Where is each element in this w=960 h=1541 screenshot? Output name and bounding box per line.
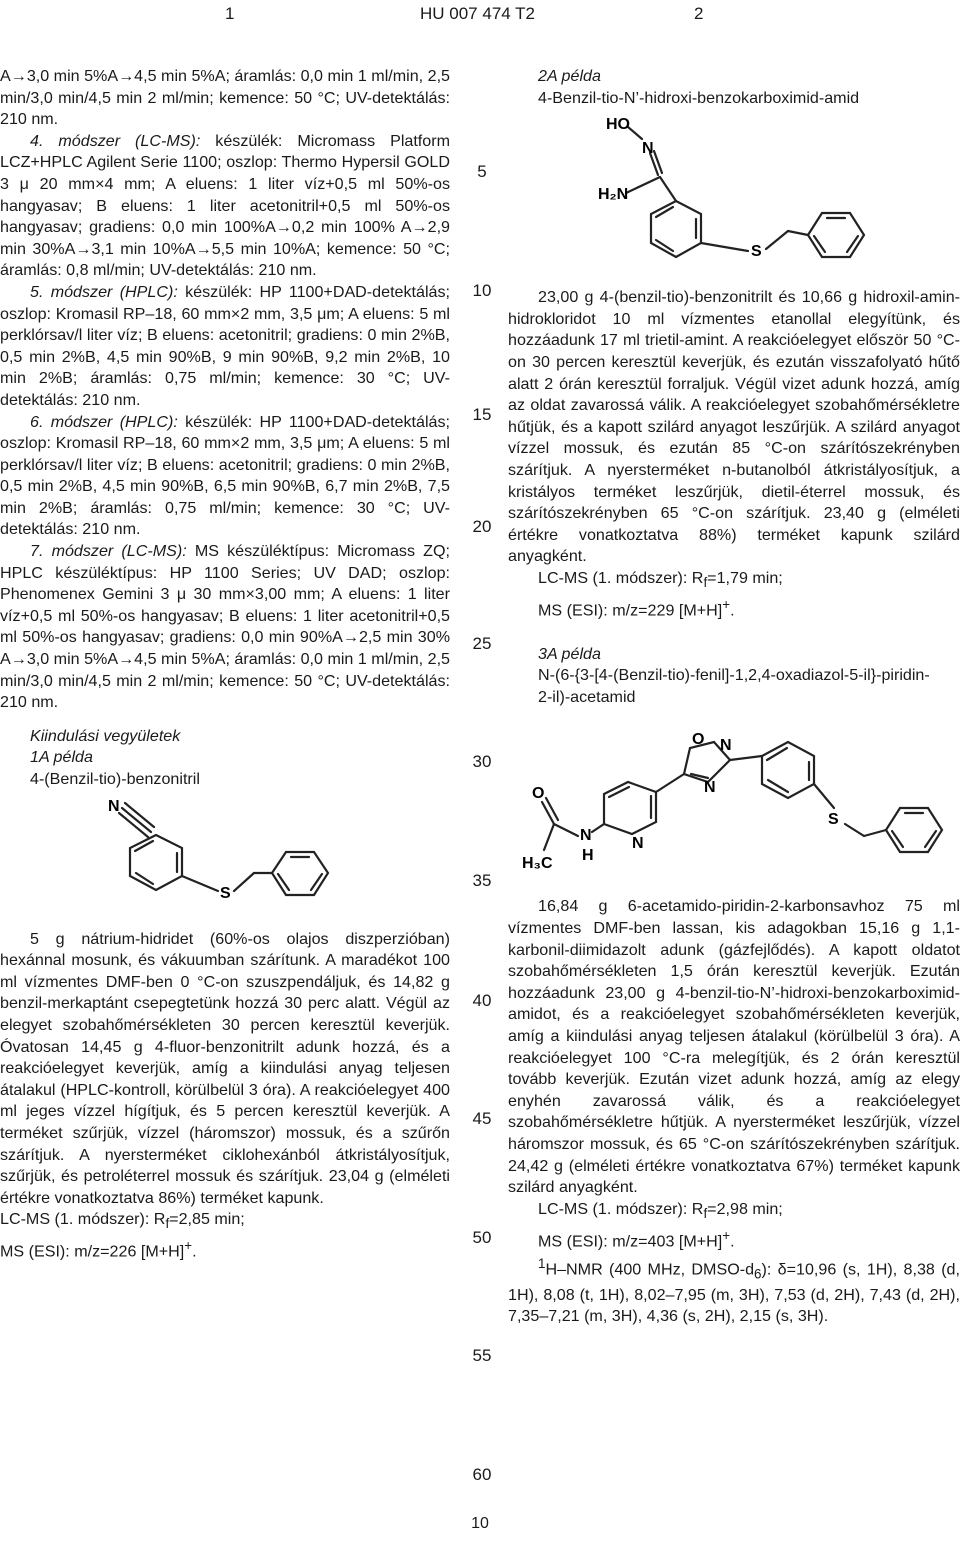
left-column	[0, 66, 450, 1263]
method-6-text: készülék: HP 1100+DAD-detektálás; oszlop: Kromasil RP–18, 60 mm×2 mm, 3,5 μm; A eluens: 5 ml perklórsav/l liter víz; B eluens: acetonitril; gradiens: 0 min 2%B, 0,5 min 2%B, 4,5 min 90%B, 6,5 min 90%B, 6,7 min 2%B, 7,5 min 2%B; áramlás: 0,75 ml/min; kemence: 30 °C; UV-detektálás: 210 nm.	[0, 412, 451, 539]
method-4-label: 4. módszer (LC-MS):	[30, 131, 201, 150]
example-3a-lcms: LC-MS (1. módszer): $R_f=2,98$ min;	[538, 1199, 783, 1221]
example-1a-body: 5 g nátrium-hidridet (60%-os olajos diszperzióban) hexánnal mosunk, és vákuumban szárítunk. A maradékot 100 ml vízmentes DMF-ben 0 °C-on szuszpendáljuk, és 14,82 g benzil-merkaptánt csepegtetünk hozzá 30 perc alatt. Végül az elegyet szobahőmérsékleten 30 percen keresztül keverjük. Óvatosan 14,45 g 4-fluor-benzonitrilt adunk hozzá, és a reakcióelegyet keverjük, amíg a kiindulási anyag teljesen átalakul (HPLC-kontroll, körülbelül 3 óra). A reakcióelegyet 400 ml jeges vízzel hígítjuk, és 5 percen keresztül keverjük. A terméket szűrjük, vízzel (háromszor) mossuk, és a szűrőn szárítjuk. A nyersterméket ciklohexánból átkristályosítjuk, szűrjük, és petroléterrel mossuk és szárítjuk. 23,04 g (elméleti értékre vonatkoztatva 86%) terméket kapunk.	[0, 929, 450, 1207]
method-7-label: 7. módszer (LC-MS):	[30, 542, 187, 561]
methyl-label: H₃C	[522, 855, 553, 873]
sulfur-label: S	[828, 811, 839, 829]
acyl-o-label: O	[532, 785, 545, 803]
line-number-55: 55	[472, 1346, 492, 1365]
example-2a-body: 23,00 g 4-(benzil-tio)-benzonitrilt és 10,66 g hidroxil-amin-hidrokloridot 10 ml vízmentes etanollal elegyítünk, és hozzáadunk 17 ml trietil-amint. A reakcióelegyet először 50 °C-on 30 percen keresztül keverjük, és ezután visszafolyató hűtő alatt 2 órán keresztül forraljuk. Végül vizet adunk hozzá, amíg az oldat zavarossá válik. A reakcióelegyet szobahőmérsékletre hűtjük, és a kapott szilárd anyagot leszűrjük. A szilárd anyagot vízzel mossuk, és ezután 85 °C-on szárítószekrényben szárítjuk. A nyersterméket n-butanolból átkristályosítjuk, a kristályos terméket leszűrjük, dietil-éterrel mossuk, és szárítószekrényben 65 °C-on szárítjuk. 23,40 g (elméleti értékre vonatkoztatva 88%) terméket kapunk szilárd anyagként.	[508, 288, 960, 566]
pyridine-ring	[604, 782, 656, 834]
line-number-30: 30	[472, 752, 492, 771]
example-1a-ms: MS (ESI): m/z=226 [M+H]+.	[0, 1238, 197, 1261]
benzene-ring-2	[272, 852, 328, 895]
example-3a-body: 16,84 g 6-acetamido-piridin-2-karbonsavhoz 75 ml vízmentes DMF-ben lassan, kis adagokban 15,16 g 1,1-karbonil-diimidazolt adunk (gázfejlődés). A kapott oldatot szobahőmérsékleten 1,5 órán keresztül keverjük. Ezután hozzáadunk 23,00 g 4-benzil-tio-N’-hidroxi-benzokarboximid-amidot, és a reakcióelegyet szobahőmérsékleten keverjük, amíg a kiindulási anyag teljesen átalakul (körülbelül 3 óra). A reakcióelegyet 100 °C-ra melegítjük, és 2 órán keresztül tovább keverjük. Ezután vizet adunk hozzá, amíg az elegy enyhén zavarossá válik, és a reakcióelegyet szobahőmérsékletre hűtjük. A nyersterméket leszűrjük, vízzel háromszor mossuk, és 65 °C-on szárítószekrényben szárítjuk. 24,42 g (elméleti értékre vonatkoztatva 67%) terméket kapunk szilárd anyagként.	[508, 897, 960, 1197]
line-number-10: 10	[472, 281, 492, 300]
method-6-label: 6. módszer (HPLC):	[30, 412, 178, 431]
method-7	[0, 541, 450, 714]
oxadiazole-o-label: O	[692, 731, 705, 749]
section-title: Kiindulási vegyületek	[30, 726, 181, 745]
example-2a-label: 2A példa	[538, 67, 601, 85]
oxadiazole-n-ring-label: N	[704, 779, 716, 797]
method-4	[0, 131, 450, 282]
example-3a-ms: MS (ESI): m/z=403 [M+H]+.	[538, 1227, 735, 1250]
ho-label: HO	[606, 116, 630, 134]
amide-n-label: N	[580, 827, 592, 845]
sulfur-label: S	[220, 884, 231, 902]
method-5-text: készülék: HP 1100+DAD-detektálás; oszlop: Kromasil RP–18, 60 mm×2 mm, 3,5 μm; A eluens: 5 ml perklórsav/l liter víz; B eluens: acetonitril; gradiens: 0 min 2%B, 0,5 min 2%B, 4,5 min 90%B, 9 min 90%B, 9,2 min 2%B, 10 min 2%B; áramlás: 0,75 ml/min; kemence: 30 °C; UV-detektálás: 210 nm.	[0, 282, 451, 409]
method-4-text: készülék: Micromass Platform LCZ+HPLC Agilent Serie 1100; oszlop: Thermo Hypersil GOLD 3 μ 20 mm×4 mm; A eluens: 1 liter víz+0,5 ml 50%-os hangyasav; B eluens: 1 liter acetonitril+0,5 ml 50%-os hangyasav; gradiens: 0,0 min 100%A→0,2 min 100% A→2,9 min 30%A→3,1 min 10%A→5,5 min 10%A; kemence: 50 °C; áramlás: 0,8 ml/min; UV-detektálás: 210 nm.	[0, 131, 450, 280]
method-5-label: 5. módszer (HPLC):	[30, 282, 178, 301]
h2n-label: H₂N	[598, 186, 629, 204]
method-5	[0, 282, 450, 412]
pyridine-n-label: N	[632, 835, 644, 853]
line-number-40: 40	[472, 991, 492, 1010]
example-2a-lcms: LC-MS (1. módszer): $R_f=1,79$ min;	[538, 568, 783, 591]
structure-benzylthio-hydroxy-benzimidamide	[508, 113, 960, 283]
amide-h-label: H	[582, 847, 594, 865]
footer-page-number: 10	[471, 1515, 489, 1532]
header-patent-number: HU 007 474 T2	[420, 4, 535, 23]
line-number-45: 45	[472, 1109, 492, 1128]
line-number-50: 50	[472, 1228, 492, 1247]
benzene-ring-1	[130, 835, 182, 890]
example-1a-lcms: LC-MS (1. módszer): $R_f=2,85$ min;	[0, 1210, 245, 1232]
header-page-left: 1	[225, 4, 235, 23]
example-2a-ms: MS (ESI): m/z=229 [M+H]+.	[538, 596, 735, 620]
oxadiazole-n-top-label: N	[720, 737, 732, 755]
right-column	[508, 66, 960, 1328]
benzene-ring-1	[762, 742, 814, 798]
line-number-60: 60	[472, 1465, 492, 1484]
line-number-5: 5	[477, 162, 487, 181]
method-3-tail: A→3,0 min 5%A→4,5 min 5%A; áramlás: 0,0 min 1 ml/min, 2,5 min/3,0 min/4,5 min 2 ml/min; kemence: 50 °C; UV-detektálás: 210 nm.	[0, 67, 450, 129]
header-page-right: 2	[694, 4, 704, 23]
sulfur-label: S	[751, 243, 762, 261]
method-7-text: MS készüléktípus: Micromass ZQ; HPLC készüléktípus: HP 1100 Series; UV DAD; oszlop: Phenomenex Gemini 3 μ 30 mm×3,00 mm; A eluens: 1 liter víz+0,5 ml 50%-os hangyasav; B eluens: 1 liter acetonitril+0,5 ml 50%-os hangyasav; gradiens: 0,0 min 90%A→2,5 min 30% A→3,0 min 5%A→4,5 min 5%A; áramlás: 0,0 min 1 ml/min, 2,5 min/3,0 min/4,5 min 2 ml/min; kemence: 50 °C; UV-detektálás: 210 nm.	[0, 542, 450, 712]
structure-oxadiazolyl-pyridinyl-acetamide	[508, 712, 960, 892]
line-number-20: 20	[472, 517, 492, 536]
example-3a-name: N-(6-{3-[4-(Benzil-tio)-fenil]-1,2,4-oxadiazol-5-il}-piridin-2-il)-acetamid	[538, 666, 930, 706]
example-1a-label: 1A példa	[30, 748, 93, 767]
nitrile-n-label: N	[108, 797, 120, 815]
benzene-ring-2	[886, 808, 942, 852]
method-6	[0, 412, 450, 542]
example-3a-nmr: $^1$H–NMR (400 MHz, DMSO-$d_6$): δ=10,96 (s, 1H), 8,38 (d, 1H), 8,08 (t, 1H), 8,02–7,95 (m, 3H), 7,53 (d, 2H), 7,43 (d, 2H), 7,35–7,21 (m, 3H), 4,36 (s, 2H), 2,15 (s, 3H).	[508, 1255, 960, 1326]
line-number-15: 15	[472, 405, 492, 424]
structure-4-benzylthio-benzonitrile	[0, 795, 450, 925]
example-1a-name: 4-(Benzil-tio)-benzonitril	[30, 770, 200, 788]
benzene-ring-2	[808, 213, 864, 257]
example-3a-label: 3A példa	[538, 644, 601, 663]
example-2a-name: 4-Benzil-tio-N’-hidroxi-benzokarboximid-amid	[538, 88, 860, 107]
n-label: N	[642, 140, 654, 158]
line-number-25: 25	[472, 634, 492, 653]
line-number-35: 35	[472, 871, 492, 890]
benzene-ring-1	[651, 201, 701, 257]
